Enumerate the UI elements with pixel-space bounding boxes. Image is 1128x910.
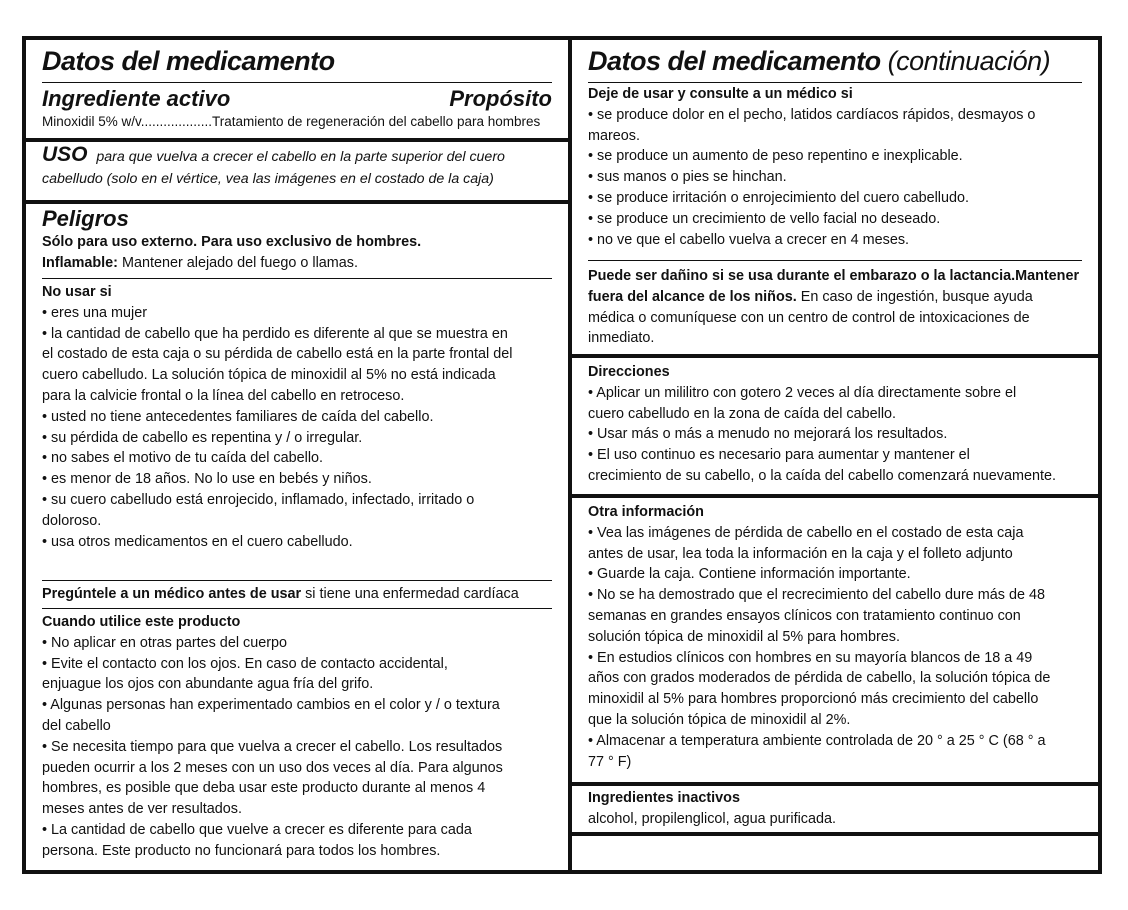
divider [42,608,552,609]
otra-info-line: semanas en grandes ensayos clínicos con tratamiento continuo con [588,607,1021,624]
drug-facts-label [22,36,1102,874]
divider-thick [26,200,568,204]
deje-line: mareos. [588,127,640,144]
inactivos-section [572,788,1098,830]
divider-thick [572,782,1098,786]
pregunte-section [26,584,568,605]
cuando-section [26,612,568,862]
otra-info-line: años con grados moderados de pérdida de cabello, la solución tópica de [588,670,1051,687]
embarazo-text2: En caso de ingestión, busque ayuda [796,288,1033,305]
otra-info-line: • En estudios clínicos con hombres en su mayoría blancos de 18 a 49 [588,649,1033,666]
deje-line: • no ve que el cabello vuelva a crecer en 4 meses. [588,231,910,248]
cuando-line: pueden ocurrir a los 2 meses con un uso dos veces al día. Para algunos [42,759,503,776]
cuando-line: • No aplicar en otras partes del cuerpo [42,634,288,651]
no-usar-line: • eres una mujer [42,304,148,321]
deje-title: Deje de usar y consulte a un médico si [588,86,853,102]
cuando-line: • Algunas personas han experimentado cambios en el color y / o textura [42,697,500,714]
otra-info-line: • No se ha demostrado que el recrecimiento del cabello dure más de 48 [588,587,1046,604]
direcciones-line: crecimiento de su cabello, o la caída del cabello comenzará nuevamente. [588,467,1056,484]
inactivos-text: alcohol, propilenglicol, agua purificada. [588,810,836,827]
embarazo-section [572,266,1098,349]
otra-info-title: Otra información [588,504,704,520]
no-usar-section [26,282,568,552]
header-section [26,46,568,77]
continued-suffix: (continuación) [880,46,1051,76]
deje-line: • se produce un crecimiento de vello facial no deseado. [588,210,941,227]
no-usar-line: • la cantidad de cabello que ha perdido es diferente al que se muestra en [42,325,508,342]
divider [588,82,1082,83]
deje-line: • se produce dolor en el pecho, latidos cardíacos rápidos, desmayos o [588,106,1036,123]
uso-section [26,144,568,190]
no-usar-title: No usar si [42,284,112,300]
direcciones-line: • Aplicar un mililitro con gotero 2 veces al día directamente sobre el [588,384,1017,401]
left-column [26,40,568,870]
otra-info-line: • Guarde la caja. Contiene información importante. [588,566,911,583]
peligros-section [26,206,568,274]
inactivos-title: Ingredientes inactivos [588,790,740,806]
pregunte-text: si tiene una enfermedad cardíaca [301,586,519,602]
purpose-label: Propósito [449,86,552,111]
header-section-continued [572,46,1098,77]
divider [42,580,552,581]
drug-facts-title: Datos del medicamento [42,46,335,76]
embarazo-line4: inmediato. [588,330,655,347]
divider [588,260,1082,261]
divider-thick [26,138,568,142]
no-usar-line: cuero cabelludo. La solución tópica de minoxidil al 5% no está indicada [42,367,496,384]
no-usar-line: doloroso. [42,512,102,529]
direcciones-title: Direcciones [588,364,670,380]
divider [42,82,552,83]
deje-section [572,84,1098,250]
otra-info-line: • Almacenar a temperatura ambiente controlada de 20 ° a 25 ° C (68 ° a [588,732,1046,749]
otra-info-line: minoxidil al 5% para hombres proporcionó más crecimiento del cabello [588,691,1039,708]
cuando-title: Cuando utilice este producto [42,614,241,630]
peligros-title: Peligros [42,206,129,231]
deje-line: • se produce irritación o enrojecimiento del cuero cabelludo. [588,189,970,206]
no-usar-line: • su pérdida de cabello es repentina y / o irregular. [42,429,363,446]
embarazo-bold2: fuera del alcance de los niños. [588,288,797,305]
cuando-line: • Se necesita tiempo para que vuelva a crecer el cabello. Los resultados [42,738,503,755]
otra-info-line: antes de usar, lea toda la información en la caja y el folleto adjunto [588,545,1013,562]
embarazo-line1: Puede ser dañino si se usa durante el embarazo o la lactancia.Mantener [588,268,1080,284]
cuando-line: enjuague los ojos con abundante agua fría del grifo. [42,676,374,693]
inflamable-label: Inflamable: [42,254,118,271]
divider [42,278,552,279]
cuando-line: del cabello [42,717,111,734]
otra-info-section [572,502,1098,772]
active-ingredient-label: Ingrediente activo [42,86,231,111]
uso-text-2: cabelludo (solo en el vértice, vea las imágenes en el costado de la caja) [42,171,494,187]
cuando-line: meses antes de ver resultados. [42,801,242,818]
embarazo-line3: médica o comuníquese con un centro de control de intoxicaciones de [588,309,1030,326]
drug-facts-title-continued: Datos del medicamento [588,46,881,76]
cuando-line: • La cantidad de cabello que vuelve a crecer es diferente para cada [42,821,472,838]
no-usar-line: • su cuero cabelludo está enrojecido, inflamado, infectado, irritado o [42,491,475,508]
no-usar-line: el costado de esta caja o su pérdida de cabello está en la parte frontal del [42,346,513,363]
no-usar-line: para la calvicie frontal o la línea del cabello en retroceso. [42,387,405,404]
cuando-line: • Evite el contacto con los ojos. En caso de contacto accidental, [42,655,448,672]
no-usar-line: • es menor de 18 años. No lo use en bebés y niños. [42,471,372,488]
no-usar-line: • no sabes el motivo de tu caída del cabello. [42,450,324,467]
active-ingredient-section [26,86,568,129]
cuando-line: persona. Este producto no funcionará para todos los hombres. [42,842,441,859]
divider-thick [572,494,1098,498]
no-usar-line: • usted no tiene antecedentes familiares de caída del cabello. [42,408,434,425]
cuando-line: hombres, es posible que deba usar este producto durante al menos 4 [42,780,486,797]
deje-line: • se produce un aumento de peso repentino e inexplicable. [588,148,963,165]
right-column [568,40,1098,870]
uso-title: USO [42,143,88,166]
direcciones-line: • Usar más o más a menudo no mejorará los resultados. [588,426,948,443]
divider-thick [572,354,1098,358]
direcciones-section [572,362,1098,487]
uso-text: para que vuelva a crecer el cabello en la parte superior del cuero [96,149,505,165]
ingredient-line: Minoxidil 5% w/v...................Tratamiento de regeneración del cabello para hombres [42,114,541,129]
deje-line: • sus manos o pies se hinchan. [588,169,787,186]
pregunte-bold: Pregúntele a un médico antes de usar [42,586,302,602]
peligros-line1: Sólo para uso externo. Para uso exclusivo de hombres. [42,234,422,250]
direcciones-line: • El uso continuo es necesario para aumentar y mantener el [588,447,970,464]
inflamable-text: Mantener alejado del fuego o llamas. [117,254,358,271]
otra-info-line: 77 ° F) [588,753,632,770]
divider-thick [572,832,1098,836]
direcciones-line: cuero cabelludo en la zona de caída del cabello. [588,405,897,422]
no-usar-line: • usa otros medicamentos en el cuero cabelludo. [42,533,353,550]
otra-info-line: solución tópica de minoxidil al 5% para hombres. [588,628,900,645]
otra-info-line: • Vea las imágenes de pérdida de cabello en el costado de esta caja [588,524,1024,541]
otra-info-line: que la solución tópica de minoxidil al 2%. [588,711,851,728]
